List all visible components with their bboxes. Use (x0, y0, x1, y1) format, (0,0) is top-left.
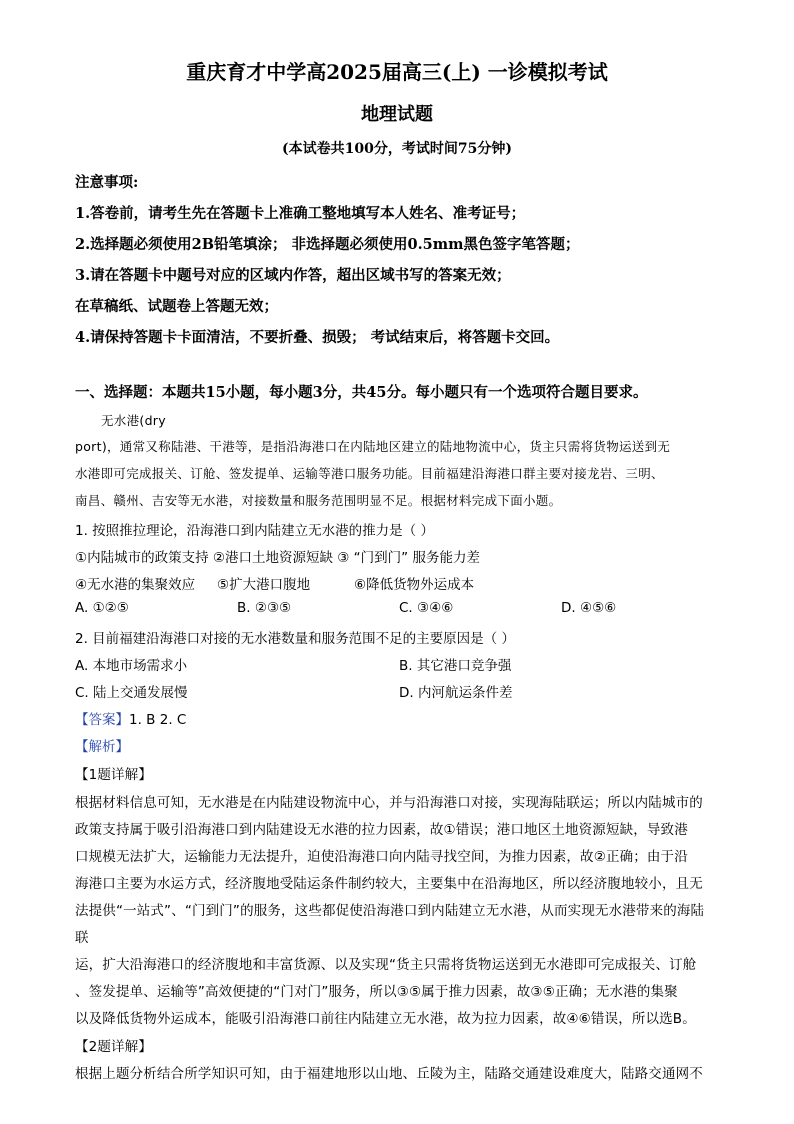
notice-item: 3.请在答题卡中题号对应的区域内作答，超出区域书写的答案无效； (75, 267, 511, 284)
detail-1-line: 以及降低货物外运成本，能吸引沿海港口前往内陆建立无水港，故为拉力因素，故④⑥错误，所以选B。 (75, 1011, 696, 1027)
question-1-option-a: A. ①②⑤ (75, 600, 129, 616)
detail-2-heading: 【2题详解】 (75, 1039, 152, 1055)
notice-item: 在草稿纸、试题卷上答题无效； (75, 298, 278, 315)
notice-item: 1.答卷前，请考生先在答题卡上准确工整地填写本人姓名、准考证号； (75, 205, 526, 222)
question-2-option-a: A. 本地市场需求小 (75, 658, 188, 674)
question-2-stem: 2. 目前福建沿海港口对接的无水港数量和服务范围不足的主要原因是（ ） (75, 631, 515, 647)
material-line: port)，通常又称陆港、干港等，是指沿海港口在内陆地区建立的陆地物流中心，货主只需将货物运送到无 (75, 439, 671, 454)
material-line: 南昌、赣州、吉安等无水港，对接数量和服务范围明显不足。根据材料完成下面小题。 (75, 493, 562, 508)
exam-title: 重庆育才中学高2025届高三(上) 一诊模拟考试 (186, 60, 608, 84)
notice-item: 4.请保持答题卡卡面清洁，不要折叠、损毁； 考试结束后，将答题卡交回。 (75, 329, 560, 346)
question-2-option-d: D. 内河航运条件差 (399, 685, 513, 701)
detail-1-line: 、签发提单、运输等”高效便捷的“门对门”服务，所以③⑤属于推力因素，故③⑤正确；无水港的集聚 (75, 984, 678, 1000)
detail-1-line: 政策支持属于吸引沿海港口到内陆建设无水港的拉力因素，故①错误；港口地区土地资源短缺，导致港 (75, 822, 688, 838)
question-1-factors: ①内陆城市的政策支持 ②港口土地资源短缺 ③ “门到门” 服务能力差 (75, 550, 480, 566)
question-1-option-d: D. ④⑤⑥ (561, 600, 617, 616)
material-line: 水港即可完成报关、订舱、签发提单、运输等港口服务功能。目前福建沿海港口群主要对接龙岩、三明、 (75, 466, 664, 481)
detail-1-line: 海港口主要为水运方式，经济腹地受陆运条件制约较大，主要集中在沿海地区，所以经济腹地较小，且无 (75, 876, 703, 892)
detail-1-line: 运，扩大沿海港口的经济腹地和丰富货源、以及实现“货主只需将货物运送到无水港即可完成报关、订舱 (75, 957, 697, 973)
exam-info: (本试卷共100分，考试时间75分钟) (282, 141, 512, 157)
question-1-factor: ⑤扩大港口腹地 (217, 577, 311, 593)
detail-1-line: 联 (75, 930, 89, 946)
notice-item: 2.选择题必须使用2B铅笔填涂； 非选择题必须使用0.5mm黑色签字笔答题； (75, 236, 580, 253)
question-1-factor: ④无水港的集聚效应 (75, 577, 196, 593)
detail-2-line: 根据上题分析结合所学知识可知，由于福建地形以山地、丘陵为主，陆路交通建设难度大，陆路交通网不 (75, 1066, 703, 1082)
question-2-option-c: C. 陆上交通发展慢 (75, 685, 188, 701)
material-line: 无水港(dry (101, 413, 166, 428)
answer-row (75, 708, 719, 728)
question-1-option-c: C. ③④⑥ (399, 600, 454, 616)
section-heading: 一、选择题：本题共15小题，每小题3分，共45分。每小题只有一个选项符合题目要求。 (75, 384, 648, 401)
answer-label: 【答案】 (75, 712, 129, 728)
detail-1-heading: 【1题详解】 (75, 767, 152, 783)
exam-subtitle: 地理试题 (361, 104, 433, 125)
question-2-option-b: B. 其它港口竞争强 (399, 658, 512, 674)
detail-1-line: 口规模无法扩大，运输能力无法提升，迫使沿海港口向内陆寻找空间，为推力因素，故②正确；由于沿 (75, 849, 688, 865)
question-1-factor: ⑥降低货物外运成本 (354, 577, 475, 593)
detail-1-line: 根据材料信息可知，无水港是在内陆建设物流中心，并与沿海港口对接，实现海陆联运；所以内陆城市的 (75, 795, 703, 811)
notice-heading: 注意事项: (75, 174, 139, 191)
question-1-option-b: B. ②③⑤ (237, 600, 292, 616)
detail-1-line: 法提供“一站式”、“门到门”的服务，这些都促使沿海港口到内陆建立无水港，从而实现无水港带来的海陆 (75, 903, 705, 919)
question-1-stem: 1. 按照推拉理论，沿海港口到内陆建立无水港的推力是（ ） (75, 523, 434, 539)
answer-value: 1. B 2. C (129, 712, 187, 728)
analysis-label: 【解析】 (75, 739, 129, 755)
